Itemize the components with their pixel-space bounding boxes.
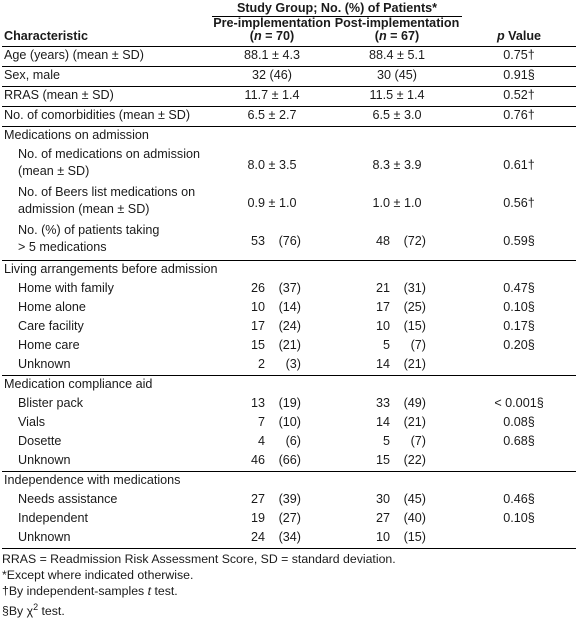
row-label: Home alone	[18, 300, 86, 314]
pre-label: Pre-implementation	[213, 16, 331, 30]
post-count-percent	[368, 395, 426, 412]
table-row	[2, 146, 576, 184]
p-value: 0.68§	[503, 434, 535, 448]
section-title-row	[2, 376, 576, 396]
post-count-percent	[368, 280, 426, 297]
table-row	[2, 510, 576, 529]
pre-value: 88.1 ± 4.3	[212, 47, 332, 67]
p-value: < 0.001§	[494, 396, 544, 410]
p-value: 0.08§	[503, 415, 535, 429]
pre-cell	[212, 222, 332, 261]
pre-percent: (3)	[285, 357, 301, 371]
post-cell	[332, 356, 462, 376]
pre-count-percent	[243, 299, 301, 316]
post-count: 17	[375, 300, 390, 314]
footnote-dagger	[2, 583, 578, 599]
post-percent: (45)	[403, 492, 426, 506]
section-title-row	[2, 127, 576, 147]
pre-percent: (66)	[278, 453, 301, 467]
table-row	[2, 529, 576, 549]
row-label: Needs assistance	[18, 492, 118, 506]
post-percent: (40)	[403, 511, 426, 525]
post-cell	[332, 395, 462, 414]
row-label: No. of comorbidities (mean ± SD)	[2, 107, 212, 127]
post-count: 33	[375, 396, 390, 410]
post-cell	[332, 433, 462, 452]
pre-count: 4	[257, 434, 265, 448]
table-row	[2, 87, 576, 107]
row-label-line1: No. of Beers list medications on	[18, 185, 196, 199]
p-value: 0.10§	[503, 511, 535, 525]
post-count: 27	[375, 511, 390, 525]
pre-count: 2	[257, 357, 265, 371]
pre-cell	[212, 337, 332, 356]
row-label: Unknown	[2, 529, 212, 549]
dagger-text: †By independent-samples	[2, 584, 148, 598]
section-title-row	[2, 472, 576, 492]
table-row	[2, 337, 576, 356]
section-end: test.	[38, 604, 65, 619]
pre-count: 26	[250, 281, 265, 295]
dagger-end: test.	[151, 584, 178, 598]
p-value-header	[462, 17, 576, 47]
p-value	[462, 529, 576, 549]
section-title: Medications on admission	[2, 127, 576, 147]
section-title: Medication compliance aid	[2, 376, 576, 396]
header-row-2	[2, 17, 576, 47]
pre-cell	[212, 395, 332, 414]
row-label: Age (years) (mean ± SD)	[2, 47, 212, 67]
post-percent: (7)	[410, 338, 426, 352]
table-row	[2, 491, 576, 510]
row-label-line2: (mean ± SD)	[18, 164, 90, 178]
pre-count: 15	[250, 338, 265, 352]
pre-percent: (27)	[278, 511, 301, 525]
post-count: 48	[375, 233, 390, 248]
row-label: Vials	[18, 415, 46, 429]
pre-implementation-header	[212, 17, 332, 47]
pre-count-percent	[243, 337, 301, 354]
pre-cell	[212, 414, 332, 433]
row-label	[2, 222, 212, 261]
post-count-percent	[368, 337, 426, 354]
post-value: 1.0 ± 1.0	[372, 195, 422, 210]
p-value: 0.46§	[503, 492, 535, 506]
footnote-section	[2, 599, 578, 619]
pre-percent: (24)	[278, 319, 301, 333]
post-percent: (49)	[403, 396, 426, 410]
p-letter: p	[496, 29, 505, 43]
post-cell	[332, 414, 462, 433]
pre-count: 53	[250, 233, 265, 248]
post-value: 88.4 ± 5.1	[332, 47, 462, 67]
post-cell	[332, 318, 462, 337]
study-group-header: Study Group; No. (%) of Patients*	[212, 0, 462, 17]
row-label: Independent	[18, 511, 89, 525]
post-percent: (25)	[403, 300, 426, 314]
pre-count: 17	[250, 319, 265, 333]
p-value: 0.61†	[503, 157, 535, 172]
post-percent: (31)	[403, 281, 426, 295]
table-row	[2, 222, 576, 261]
characteristic-header: Characteristic	[4, 29, 88, 43]
post-percent: (15)	[403, 530, 426, 544]
post-count: 30	[375, 492, 390, 506]
pre-cell	[212, 318, 332, 337]
pre-value: 32 (46)	[212, 67, 332, 87]
pre-cell	[212, 433, 332, 452]
post-count: 5	[382, 434, 390, 448]
pre-cell	[212, 356, 332, 376]
table-row	[2, 318, 576, 337]
section-title-row	[2, 261, 576, 281]
pre-cell	[212, 452, 332, 472]
pre-cell	[212, 510, 332, 529]
post-value: 11.5 ± 1.4	[332, 87, 462, 107]
p-value: 0.52†	[462, 87, 576, 107]
pre-percent: (14)	[278, 300, 301, 314]
footnote-abbreviations: RRAS = Readmission Risk Assessment Score, SD = standard deviation.	[2, 552, 396, 566]
pre-cell	[212, 299, 332, 318]
footnote-star: *Except where indicated otherwise.	[2, 568, 194, 582]
pre-percent: (6)	[285, 434, 301, 448]
post-count-percent	[368, 491, 426, 508]
pre-n-open: (	[249, 29, 254, 43]
post-cell	[332, 452, 462, 472]
post-cell	[332, 337, 462, 356]
pre-count: 13	[250, 396, 265, 410]
pre-count: 24	[250, 530, 265, 544]
table-row	[2, 452, 576, 472]
pre-n	[212, 30, 332, 43]
pre-count-percent	[243, 414, 301, 431]
row-label: Care facility	[18, 319, 84, 333]
post-n-open: (	[374, 29, 379, 43]
row-label-line1: No. of medications on admission	[18, 147, 201, 161]
pre-percent: (76)	[278, 233, 301, 248]
post-n-value: = 67)	[386, 29, 420, 43]
row-label-line2: admission (mean ± SD)	[18, 202, 150, 216]
pre-percent: (21)	[278, 338, 301, 352]
header-row-1	[2, 0, 576, 17]
table-row	[2, 184, 576, 222]
table-row	[2, 433, 576, 452]
post-count: 14	[375, 357, 390, 371]
dagger-t: t	[147, 584, 152, 598]
section-title: Living arrangements before admission	[2, 261, 576, 281]
p-value	[462, 452, 576, 472]
p-value: 0.47§	[503, 281, 535, 295]
pre-cell	[212, 529, 332, 549]
pre-count: 27	[250, 492, 265, 506]
pre-count-percent	[243, 491, 301, 508]
post-percent: (72)	[403, 233, 426, 248]
pre-count-percent	[243, 510, 301, 527]
table-row	[2, 299, 576, 318]
post-value: 6.5 ± 3.0	[332, 107, 462, 127]
post-count-percent	[368, 299, 426, 316]
pre-n-value: = 70)	[261, 29, 295, 43]
post-count: 21	[375, 281, 390, 295]
pre-count: 19	[250, 511, 265, 525]
row-label: Unknown	[18, 357, 71, 371]
pre-cell	[212, 491, 332, 510]
row-label-line1: No. (%) of patients taking	[18, 223, 160, 237]
row-label: Dosette	[18, 434, 62, 448]
section-title: Independence with medications	[2, 472, 576, 492]
pre-percent: (19)	[278, 396, 301, 410]
post-implementation-header	[332, 17, 462, 47]
row-label: Blister pack	[18, 396, 84, 410]
post-cell	[332, 222, 462, 261]
row-label: Home with family	[18, 281, 114, 295]
post-cell	[332, 491, 462, 510]
post-percent: (21)	[403, 415, 426, 429]
table-row	[2, 67, 576, 87]
row-label-line2: > 5 medications	[18, 240, 107, 254]
characteristics-table	[2, 0, 576, 549]
post-percent: (21)	[403, 357, 426, 371]
pre-value: 11.7 ± 1.4	[212, 87, 332, 107]
table-row	[2, 395, 576, 414]
p-value: 0.10§	[503, 300, 535, 314]
pre-count-percent	[243, 233, 301, 250]
table-row	[2, 414, 576, 433]
post-cell	[332, 510, 462, 529]
row-label: Home care	[18, 338, 80, 352]
p-value: 0.91§	[462, 67, 576, 87]
post-cell	[332, 529, 462, 549]
table-row	[2, 47, 576, 67]
pre-value: 6.5 ± 2.7	[212, 107, 332, 127]
post-count: 5	[382, 338, 390, 352]
row-label: RRAS (mean ± SD)	[2, 87, 212, 107]
post-count-percent	[368, 414, 426, 431]
post-count-percent	[368, 356, 426, 373]
table-row	[2, 356, 576, 376]
pre-cell	[212, 280, 332, 299]
pre-count-percent	[243, 356, 301, 373]
row-label	[2, 146, 212, 184]
pre-count-percent	[243, 452, 301, 469]
p-value	[462, 356, 576, 376]
post-n-var: n	[378, 29, 387, 43]
post-n	[332, 30, 462, 43]
p-value: 0.59§	[503, 233, 535, 248]
post-count: 14	[375, 415, 390, 429]
post-percent: (22)	[403, 453, 426, 467]
table-body	[2, 47, 576, 549]
section-text: §By χ	[2, 604, 34, 619]
table-row	[2, 280, 576, 299]
footnotes	[2, 551, 578, 619]
row-label: Sex, male	[2, 67, 212, 87]
pre-count: 10	[250, 300, 265, 314]
post-count-percent	[368, 529, 426, 546]
post-count-percent	[368, 510, 426, 527]
pre-n-var: n	[253, 29, 262, 43]
post-percent: (15)	[403, 319, 426, 333]
p-value: 0.75†	[462, 47, 576, 67]
pre-percent: (39)	[278, 492, 301, 506]
p-value: 0.17§	[503, 319, 535, 333]
pre-value: 8.0 ± 3.5	[247, 157, 297, 172]
pre-percent: (37)	[278, 281, 301, 295]
post-count-percent	[368, 433, 426, 450]
pre-count-percent	[243, 280, 301, 297]
pre-count: 46	[250, 453, 265, 467]
p-value-word: Value	[504, 29, 542, 43]
pre-percent: (34)	[278, 530, 301, 544]
pre-count-percent	[243, 395, 301, 412]
post-count-percent	[368, 233, 426, 250]
post-value: 30 (45)	[332, 67, 462, 87]
pre-percent: (10)	[278, 415, 301, 429]
post-value: 8.3 ± 3.9	[372, 157, 422, 172]
section-sup: 2	[33, 602, 39, 612]
pre-count-percent	[243, 318, 301, 335]
post-count-percent	[368, 452, 426, 469]
p-value: 0.20§	[503, 338, 535, 352]
post-cell	[332, 299, 462, 318]
table-row	[2, 107, 576, 127]
pre-count-percent	[243, 433, 301, 450]
p-value: 0.56†	[503, 195, 535, 210]
post-cell	[332, 280, 462, 299]
post-count: 10	[375, 319, 390, 333]
post-count: 15	[375, 453, 390, 467]
pre-count-percent	[243, 529, 301, 546]
row-label	[2, 184, 212, 222]
post-percent: (7)	[410, 434, 426, 448]
pre-value: 0.9 ± 1.0	[247, 195, 297, 210]
post-count-percent	[368, 318, 426, 335]
row-label: Unknown	[18, 453, 71, 467]
p-value: 0.76†	[462, 107, 576, 127]
pre-count: 7	[257, 415, 265, 429]
post-count: 10	[375, 530, 390, 544]
post-label: Post-implementation	[334, 16, 460, 30]
